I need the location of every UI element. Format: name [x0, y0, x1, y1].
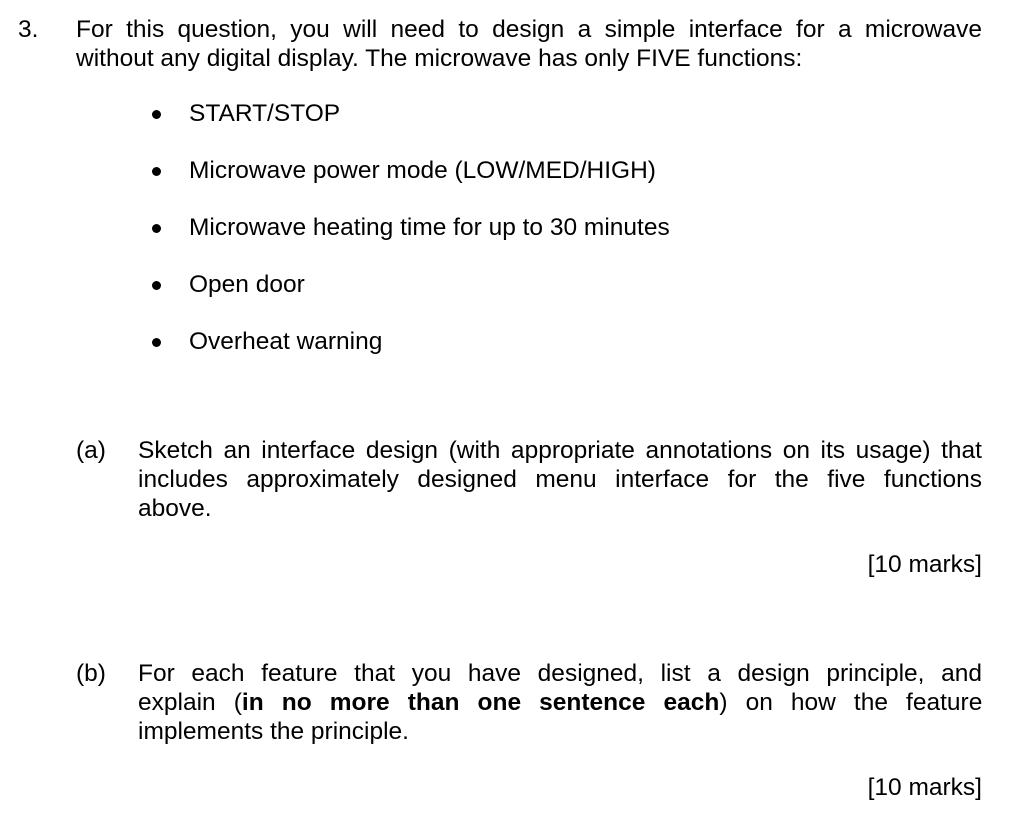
- function-item: Microwave power mode (LOW/MED/HIGH): [189, 157, 656, 184]
- intro-line: For this question, you will need to design a simple interface for a microwave: [76, 16, 982, 43]
- part-b-label: (b): [76, 660, 106, 687]
- bullet-icon: [152, 281, 161, 290]
- function-item: Open door: [189, 271, 305, 298]
- part-a-text: [138, 436, 982, 523]
- part-a-label: (a): [76, 437, 106, 464]
- part-b-text: [138, 659, 982, 746]
- intro-line: without any digital display. The microwave has only FIVE functions:: [76, 45, 803, 72]
- part-a-line: above.: [138, 495, 212, 522]
- part-a-line: Sketch an interface design (with appropriate annotations on its usage) that: [138, 437, 982, 464]
- function-item: Microwave heating time for up to 30 minutes: [189, 214, 670, 241]
- part-b-marks: [10 marks]: [867, 774, 982, 801]
- part-b-line: [138, 688, 982, 717]
- bullet-icon: [152, 110, 161, 119]
- bullet-icon: [152, 224, 161, 233]
- question-number: 3.: [18, 16, 39, 43]
- function-item: Overheat warning: [189, 328, 383, 355]
- part-b-line: implements the principle.: [138, 718, 409, 745]
- part-b-line2-pre: explain (: [138, 689, 242, 716]
- part-b-line: For each feature that you have designed, list a design principle, and: [138, 660, 982, 687]
- function-item: START/STOP: [189, 100, 341, 127]
- bullet-icon: [152, 167, 161, 176]
- part-b-emphasis: in no more than one sentence each: [241, 689, 720, 716]
- part-b-line2-post: ) on how the feature: [719, 689, 983, 716]
- question-intro: [76, 15, 982, 73]
- part-a-marks: [10 marks]: [867, 551, 982, 578]
- bullet-icon: [152, 338, 161, 347]
- part-a-line: includes approximately designed menu interface for the five functions: [138, 466, 982, 493]
